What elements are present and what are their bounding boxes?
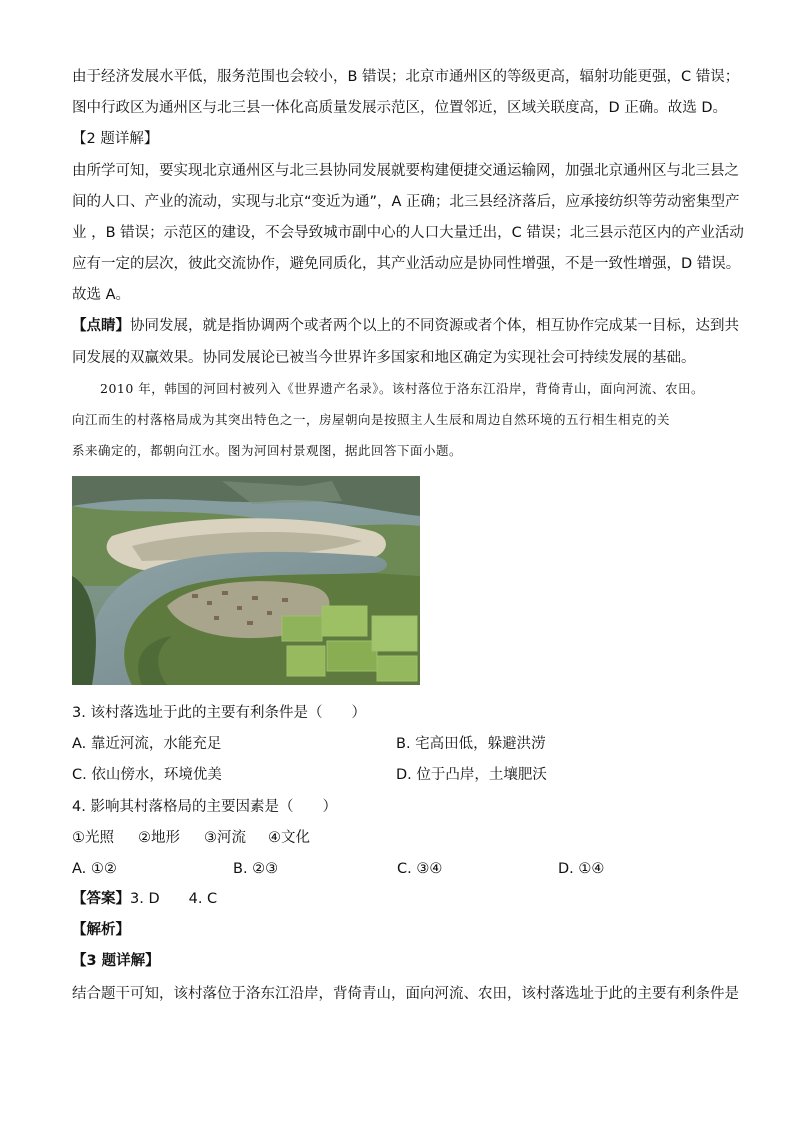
text-line: 由所学可知，要实现北京通州区与北三县协同发展就要构建便捷交通运输网，加强北京通州区与北三县之 bbox=[72, 163, 739, 179]
question-4-factors bbox=[72, 827, 724, 849]
text-line: 同发展的双赢效果。协同发展论已被当今世界许多国家和地区确定为实现社会可持续发展的基础。 bbox=[72, 350, 696, 366]
intro-line: 向江而生的村落格局成为其突出特色之一，房屋朝向是按照主人生辰和周边自然环境的五行相生相克的关 bbox=[72, 412, 671, 427]
intro-line: 2010 年，韩国的河回村被列入《世界遗产名录》。该村落位于洛东江沿岸，背倚青山，面向河流、农田。 bbox=[100, 381, 705, 396]
option-b: B. ②③ bbox=[233, 861, 279, 877]
text-line: 应有一定的层次，彼此交流协作，避免同质化，其产业活动应是协同性增强，不是一致性增强，D 错误。 bbox=[72, 256, 741, 272]
intro-line: 系来确定的，都朝向江水。图为河回村景观图，据此回答下面小题。 bbox=[72, 443, 463, 458]
text-line: 业 ，B 错误；示范区的建设，不会导致城市副中心的人口大量迁出，C 错误；北三县示范区内的产业活动 bbox=[72, 225, 744, 241]
tip-paragraph bbox=[72, 315, 739, 337]
text-line: 由于经济发展水平低，服务范围也会较小，B 错误；北京市通州区的等级更高，辐射功能更强，C 错误； bbox=[72, 69, 740, 85]
answer-line bbox=[72, 888, 724, 910]
answer-tag: 【答案】 bbox=[72, 891, 130, 907]
text-line: 间的人口、产业的流动，实现与北京“变近为通”，A 正确；北三县经济落后，应承接纺织等劳动密集型产 bbox=[72, 194, 740, 210]
factor: ④文化 bbox=[268, 830, 310, 846]
factor: ③河流 bbox=[204, 830, 246, 846]
option-d: D. 位于凸岸，土壤肥沃 bbox=[396, 767, 547, 783]
option-b: B. 宅高田低，躲避洪涝 bbox=[396, 736, 546, 752]
question-4-options-row bbox=[72, 858, 724, 880]
answer-text: 3. D 4. C bbox=[130, 891, 218, 907]
factor: ①光照 bbox=[72, 830, 114, 846]
question-4-stem: 4. 影响其村落格局的主要因素是（ ） bbox=[72, 799, 337, 815]
option-c: C. 依山傍水，环境优美 bbox=[72, 767, 222, 783]
section-heading: 【2 题详解】 bbox=[72, 131, 159, 147]
question-3-options-row bbox=[72, 764, 724, 786]
question-3-options-row bbox=[72, 733, 724, 755]
analysis-tag: 【解析】 bbox=[72, 922, 130, 938]
option-a: A. 靠近河流，水能充足 bbox=[72, 736, 222, 752]
text-line: 图中行政区为通州区与北三县一体化高质量发展示范区，位置邻近，区域关联度高，D 正确。故选 D。 bbox=[72, 100, 728, 116]
option-d: D. ①④ bbox=[558, 861, 605, 877]
tip-text: 协同发展，就是指协调两个或者两个以上的不同资源或者个体，相互协作完成某一目标，达到共 bbox=[130, 318, 739, 334]
text-line: 故选 A。 bbox=[72, 287, 131, 303]
option-c: C. ③④ bbox=[397, 861, 443, 877]
text-line: 结合题干可知，该村落位于洛东江沿岸，背倚青山，面向河流、农田，该村落选址于此的主要有利条件是 bbox=[72, 986, 739, 1002]
tip-tag: 【点睛】 bbox=[72, 318, 130, 334]
option-a: A. ①② bbox=[72, 861, 117, 877]
section-heading: 【3 题详解】 bbox=[72, 953, 160, 969]
factor: ②地形 bbox=[138, 830, 180, 846]
village-landscape-photo bbox=[72, 476, 420, 685]
question-3-stem: 3. 该村落选址于此的主要有利条件是（ ） bbox=[72, 705, 366, 721]
